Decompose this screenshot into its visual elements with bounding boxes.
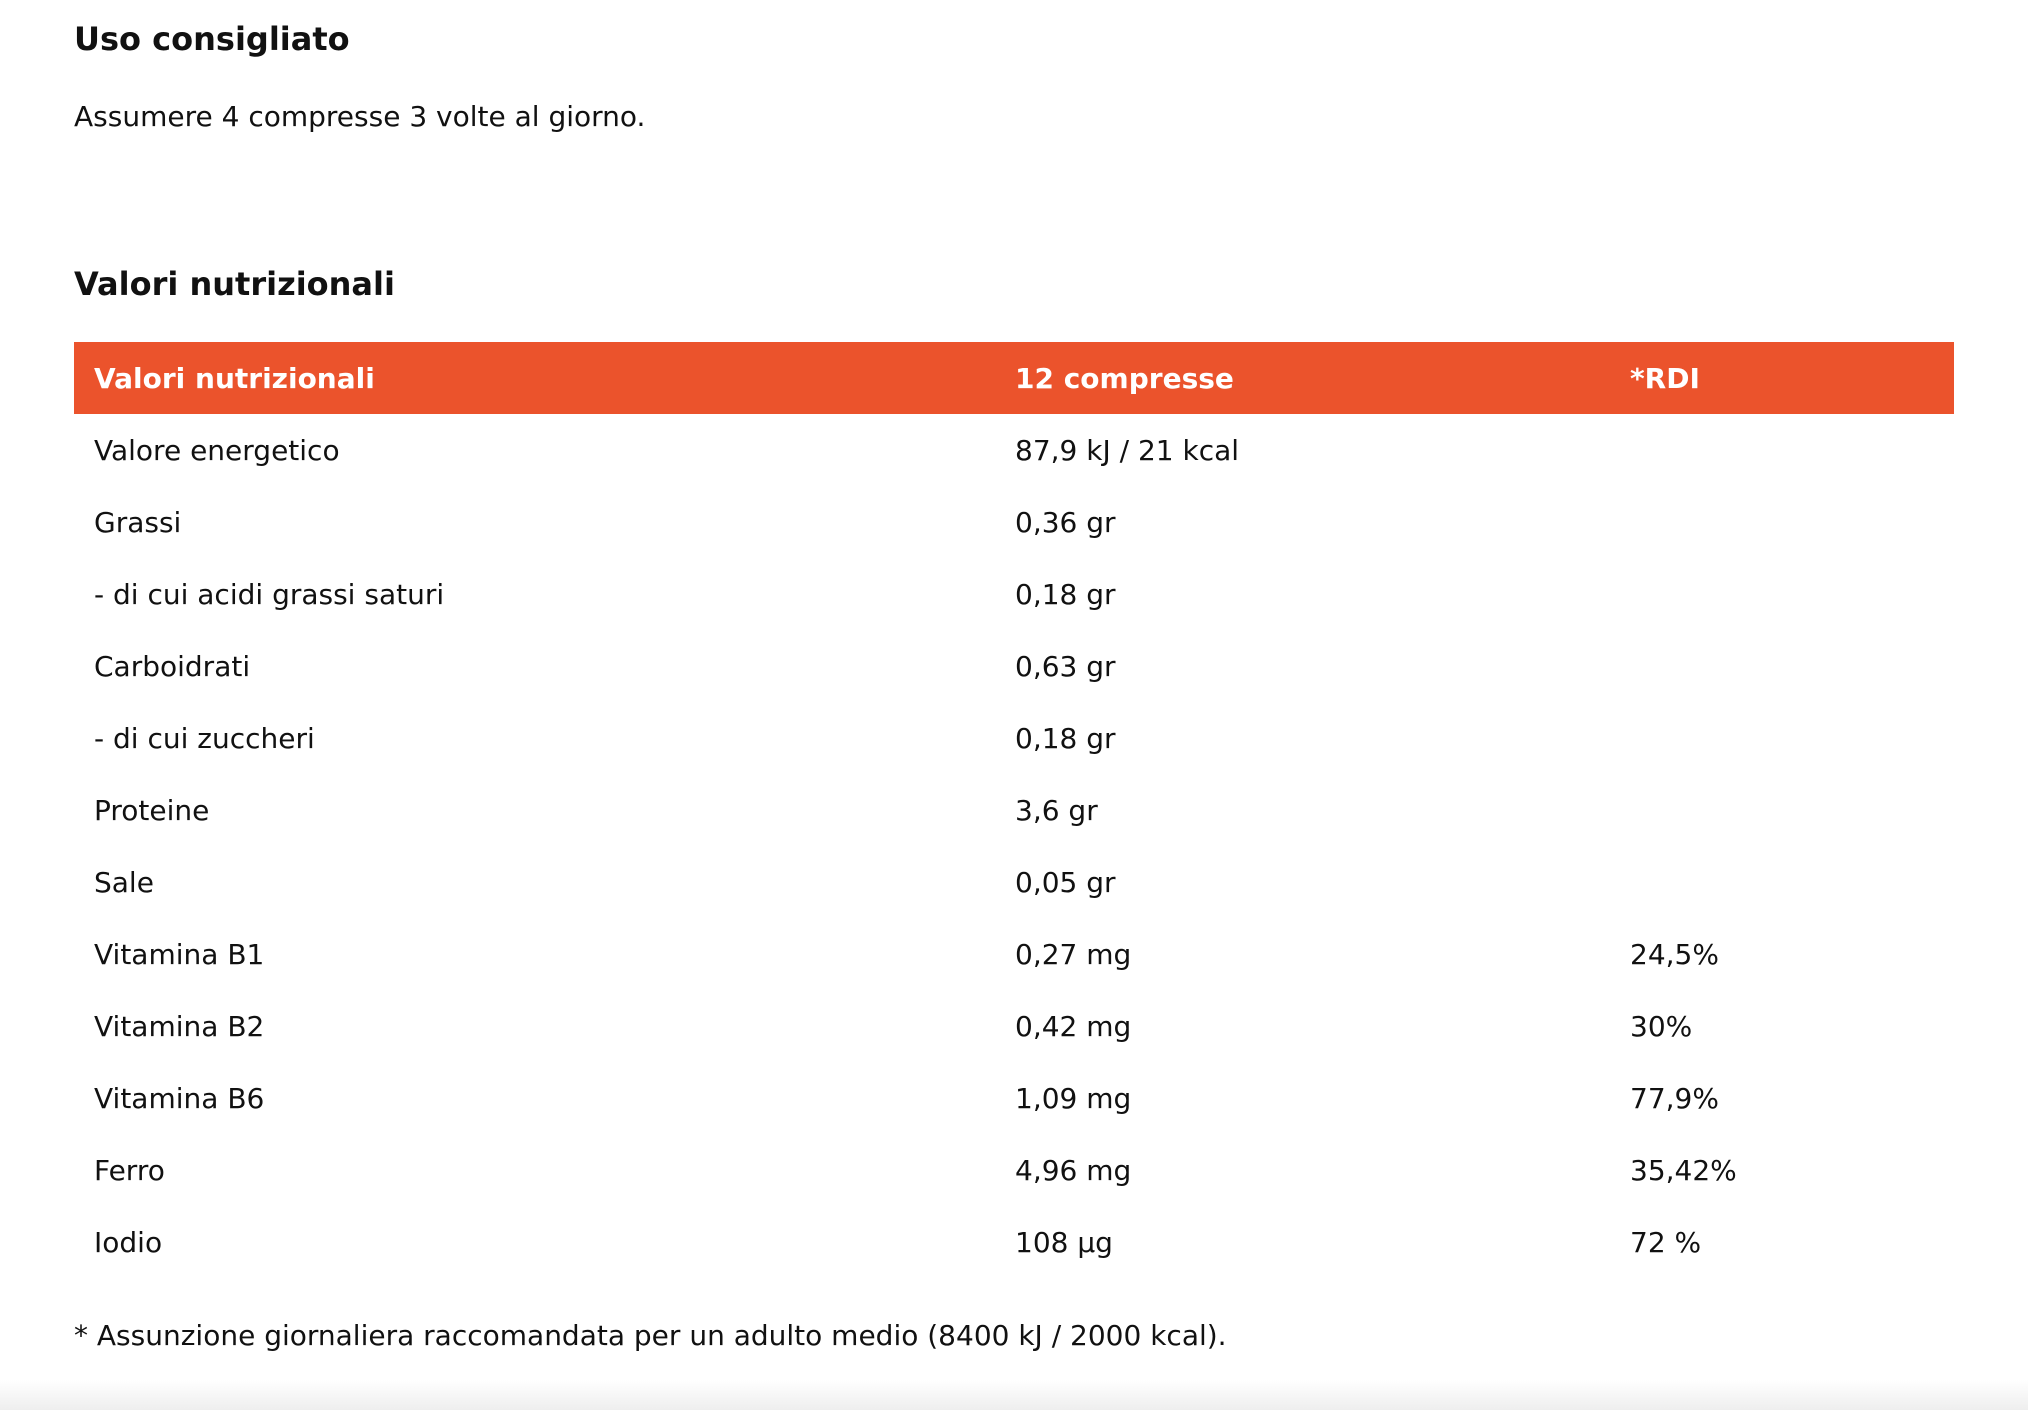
usage-heading: Uso consigliato xyxy=(74,20,350,58)
table-row xyxy=(74,1062,1954,1134)
nutrient-amount: 0,18 gr xyxy=(1015,721,1116,755)
nutrient-rdi: 72 % xyxy=(1630,1225,1702,1259)
column-header-amount: 12 compresse xyxy=(1015,361,1234,395)
nutrient-name: Vitamina B1 xyxy=(94,937,265,971)
table-row xyxy=(74,1134,1954,1206)
table-row xyxy=(74,702,1954,774)
nutrition-table xyxy=(74,342,1954,1278)
nutrient-amount: 0,05 gr xyxy=(1015,865,1116,899)
nutrient-rdi: 35,42% xyxy=(1630,1153,1737,1187)
nutrient-amount: 4,96 mg xyxy=(1015,1153,1132,1187)
table-row xyxy=(74,630,1954,702)
nutrition-table-header-row xyxy=(74,342,1954,414)
nutrient-rdi: 30% xyxy=(1630,1009,1693,1043)
table-row xyxy=(74,1206,1954,1278)
nutrient-amount: 0,18 gr xyxy=(1015,577,1116,611)
table-row xyxy=(74,414,1954,486)
nutrient-rdi xyxy=(1610,558,1954,630)
nutrient-name: Carboidrati xyxy=(94,649,251,683)
nutrient-name: Sale xyxy=(94,865,154,899)
nutrient-name: Grassi xyxy=(94,505,182,539)
nutrient-name: Vitamina B6 xyxy=(94,1081,265,1115)
nutrient-amount: 0,63 gr xyxy=(1015,649,1116,683)
table-row xyxy=(74,774,1954,846)
nutrient-name: Vitamina B2 xyxy=(94,1009,265,1043)
nutrient-rdi: 24,5% xyxy=(1630,937,1719,971)
column-header-nutrient: Valori nutrizionali xyxy=(94,361,375,395)
nutrient-rdi xyxy=(1610,774,1954,846)
nutrient-rdi xyxy=(1610,846,1954,918)
rdi-footnote: * Assunzione giornaliera raccomandata per un adulto medio (8400 kJ / 2000 kcal). xyxy=(74,1319,1227,1352)
nutrient-name: Valore energetico xyxy=(94,433,340,467)
nutrient-amount: 0,27 mg xyxy=(1015,937,1132,971)
nutrient-rdi xyxy=(1610,414,1954,486)
nutrient-name: - di cui acidi grassi saturi xyxy=(94,577,445,611)
nutrient-name: - di cui zuccheri xyxy=(94,721,315,755)
nutrient-amount: 0,36 gr xyxy=(1015,505,1116,539)
column-header-rdi: *RDI xyxy=(1630,361,1700,395)
nutrient-rdi: 77,9% xyxy=(1630,1081,1719,1115)
table-row xyxy=(74,990,1954,1062)
nutrient-amount: 87,9 kJ / 21 kcal xyxy=(1015,433,1240,467)
nutrient-name: Proteine xyxy=(94,793,210,827)
nutrition-heading: Valori nutrizionali xyxy=(74,265,395,303)
nutrient-amount: 3,6 gr xyxy=(1015,793,1098,827)
nutrient-rdi xyxy=(1610,486,1954,558)
table-row xyxy=(74,486,1954,558)
table-row xyxy=(74,918,1954,990)
nutrient-name: Iodio xyxy=(94,1225,163,1259)
nutrient-name: Ferro xyxy=(94,1153,165,1187)
nutrient-rdi xyxy=(1610,630,1954,702)
nutrient-rdi xyxy=(1610,702,1954,774)
nutrient-amount: 0,42 mg xyxy=(1015,1009,1132,1043)
usage-text: Assumere 4 compresse 3 volte al giorno. xyxy=(74,100,646,133)
bottom-fade xyxy=(0,1380,2028,1410)
table-row xyxy=(74,558,1954,630)
nutrient-amount: 1,09 mg xyxy=(1015,1081,1132,1115)
table-row xyxy=(74,846,1954,918)
nutrient-amount: 108 µg xyxy=(1015,1225,1113,1259)
